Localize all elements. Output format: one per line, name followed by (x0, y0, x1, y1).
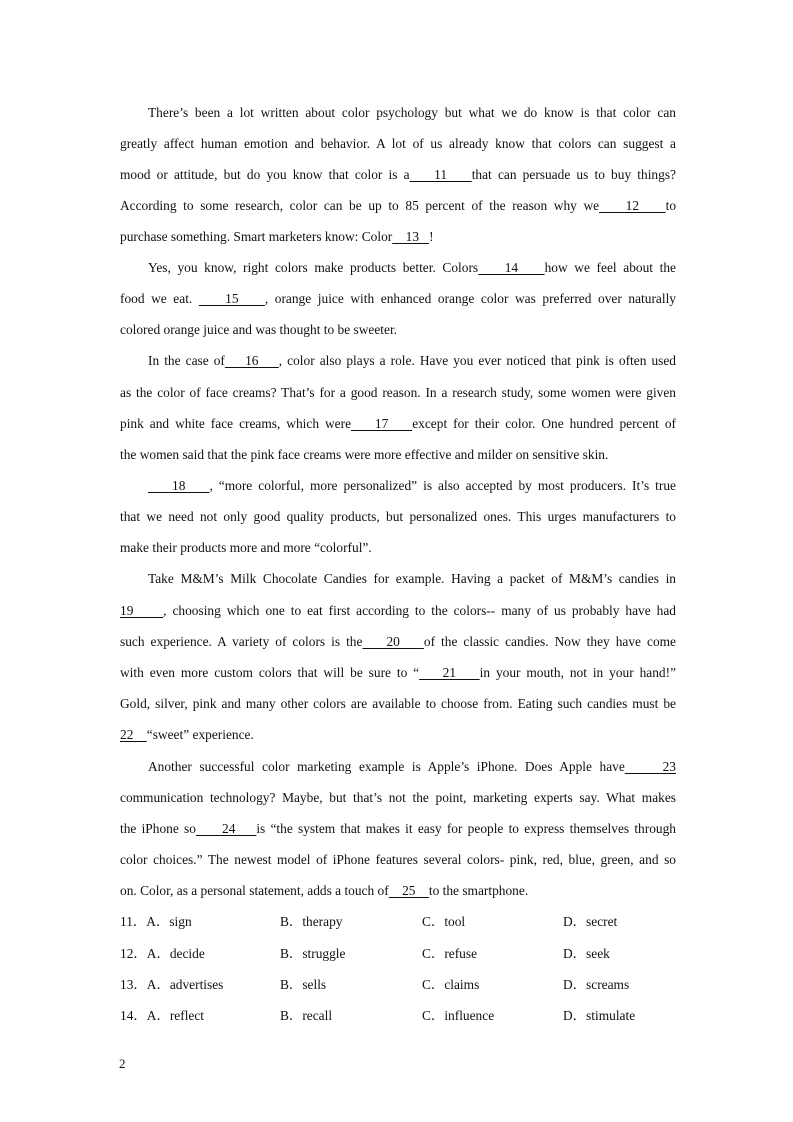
passage-line (148, 103, 676, 123)
passage-line (120, 663, 676, 683)
option-d: D．screams (563, 977, 630, 992)
passage-line (148, 476, 676, 496)
passage-line (120, 850, 676, 870)
answer-blank: 15 (198, 291, 265, 306)
passage-text: , color also plays a role. Have you ever noticed that pink is often used (278, 353, 676, 368)
question-option-row (120, 975, 680, 995)
passage-text: to (665, 198, 677, 213)
passage-line (148, 757, 676, 777)
question-option-row (120, 944, 680, 964)
passage-line (120, 320, 676, 340)
passage-text: the iPhone so (120, 821, 196, 836)
passage-text: Yes, you know, right colors make products better. Colors (148, 260, 479, 275)
passage-line (120, 383, 676, 403)
passage-text: , “more colorful, more personalized” is also accepted by most producers. It’s true (209, 478, 676, 493)
passage-text: to the smartphone. (428, 883, 529, 898)
passage-line (120, 819, 676, 839)
question-number-and-option-a: 13．A．advertises (120, 977, 224, 992)
passage-text: of the classic candies. Now they have come (423, 634, 676, 649)
passage-line (120, 289, 676, 309)
passage-text: how we feel about the (544, 260, 676, 275)
passage-line (120, 165, 676, 185)
passage-text: , orange juice with enhanced orange color was preferred over naturally (264, 291, 676, 306)
question-number-and-option-a: 12．A．decide (120, 946, 205, 961)
passage-text: on. Color, as a personal statement, adds a touch of (120, 883, 389, 898)
answer-blank: 23 (624, 759, 676, 774)
passage-text: Another successful color marketing example is Apple’s iPhone. Does Apple have (148, 759, 625, 774)
passage-text: in your mouth, not in your hand!” (479, 665, 677, 680)
passage-text: communication technology? Maybe, but that’s not the point, marketing experts say. What makes (120, 790, 676, 805)
passage-text: colored orange juice and was thought to be sweeter. (120, 322, 398, 337)
passage-line (120, 694, 676, 714)
answer-blank: 19 (120, 603, 164, 618)
passage-text: In the case of (148, 353, 225, 368)
passage-text: color choices.” The newest model of iPhone features several colors- pink, red, blue, green, and so (120, 852, 676, 867)
answer-blank: 20 (362, 634, 424, 649)
option-b: B．struggle (280, 946, 346, 961)
passage-text: According to some research, color can be up to 85 percent of the reason why we (120, 198, 600, 213)
option-c: C．refuse (422, 946, 478, 961)
passage-text: pink and white face creams, which were (120, 416, 352, 431)
question-number-and-option-a: 11．A．sign (120, 914, 192, 929)
passage-line (120, 788, 676, 808)
passage-line (120, 632, 676, 652)
page-number: 2 (119, 1056, 126, 1071)
passage-text: greatly affect human emotion and behavior. A lot of us already know that colors can suggest a (120, 136, 676, 151)
question-option-row (120, 1006, 680, 1026)
answer-blank: 25 (388, 883, 429, 898)
passage-line (120, 725, 676, 745)
option-b: B．recall (280, 1008, 333, 1023)
question-number-and-option-a: 14．A．reflect (120, 1008, 205, 1023)
question-option-row (120, 912, 680, 932)
passage-text: as the color of face creams? That’s for a good reason. In a research study, some women were given (120, 385, 676, 400)
option-b: B．therapy (280, 914, 343, 929)
answer-blank: 21 (419, 665, 480, 680)
answer-blank: 22 (120, 727, 147, 742)
passage-text: is “the system that makes it easy for people to express themselves through (256, 821, 676, 836)
answer-blank: 11 (409, 167, 472, 182)
passage-text: mood or attitude, but do you know that color is a (120, 167, 410, 182)
option-c: C．influence (422, 1008, 495, 1023)
option-d: D．secret (563, 914, 618, 929)
option-d: D．stimulate (563, 1008, 636, 1023)
answer-blank: 24 (195, 821, 257, 836)
passage-line (148, 258, 676, 278)
passage-text: Take M&M’s Milk Chocolate Candies for example. Having a packet of M&M’s candies in (148, 571, 676, 586)
answer-blank: 13 (392, 229, 430, 244)
answer-blank: 12 (599, 198, 666, 213)
passage-text: the women said that the pink face creams were more effective and milder on sensitive skin. (120, 447, 609, 462)
passage-line (120, 134, 676, 154)
passage-text: purchase something. Smart marketers know: Color (120, 229, 393, 244)
answer-blank: 16 (224, 353, 279, 368)
passage-text: There’s been a lot written about color psychology but what we do know is that color can (148, 105, 676, 120)
answer-blank: 17 (351, 416, 413, 431)
passage-text: that can persuade us to buy things? (471, 167, 676, 182)
passage-line (120, 196, 676, 216)
passage-text: food we eat. (120, 291, 199, 306)
passage-text: ! (429, 229, 434, 244)
option-c: C．claims (422, 977, 480, 992)
passage-text: except for their color. One hundred percent of (412, 416, 676, 431)
passage-line (120, 507, 676, 527)
passage-line (148, 351, 676, 371)
passage-line (120, 227, 676, 247)
answer-blank: 18 (148, 478, 210, 493)
passage-line (148, 569, 676, 589)
passage-line (120, 414, 676, 434)
passage-text: , choosing which one to eat first according to the colors-- many of us probably have had (163, 603, 676, 618)
passage-text: with even more custom colors that will be sure to “ (120, 665, 420, 680)
passage-text: such experience. A variety of colors is the (120, 634, 363, 649)
passage-text: Gold, silver, pink and many other colors are available to choose from. Eating such candies must be (120, 696, 676, 711)
answer-blank: 14 (478, 260, 545, 275)
passage-line (120, 445, 676, 465)
option-d: D．seek (563, 946, 610, 961)
passage-line (120, 881, 676, 901)
option-b: B．sells (280, 977, 327, 992)
passage-text: make their products more and more “colorful”. (120, 540, 372, 555)
passage-line (120, 538, 676, 558)
passage-text: that we need not only good quality products, but personalized ones. This urges manufacturers to (120, 509, 676, 524)
passage-line (120, 601, 676, 621)
option-c: C．tool (422, 914, 466, 929)
passage-text: “sweet” experience. (146, 727, 254, 742)
